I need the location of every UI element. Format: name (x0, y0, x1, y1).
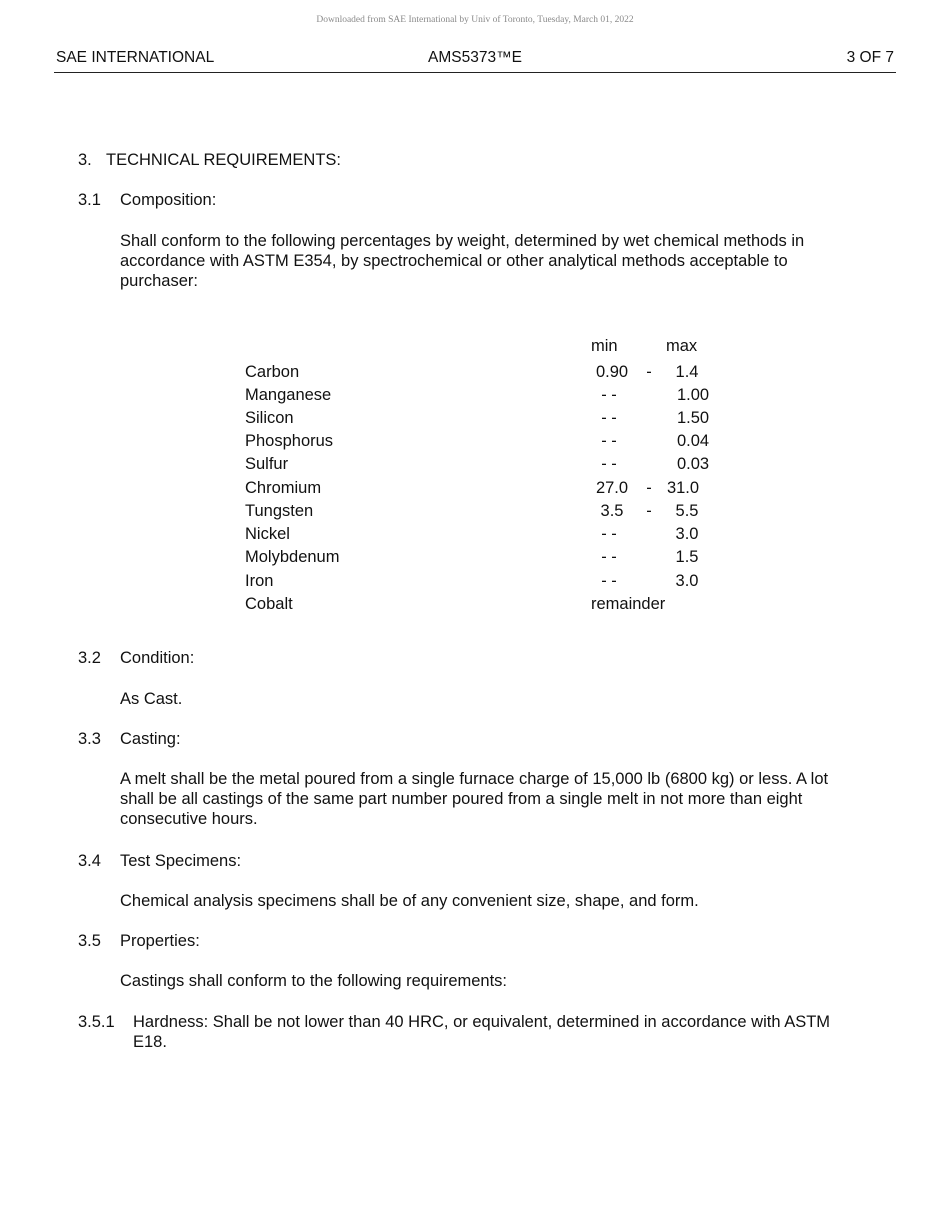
row-max: 0.04 (676, 432, 710, 450)
row-remainder: remainder (591, 595, 666, 613)
row-min: - - (601, 455, 617, 473)
section-3-3-title: Casting: (120, 730, 181, 748)
row-max: 0.03 (676, 455, 710, 473)
section-3-number: 3. (78, 151, 92, 169)
row-max: 1.50 (676, 409, 710, 427)
section-3-1-body: Shall conform to the following percentages by weight, determined by wet chemical methods in accordance with ASTM E354, by spectrochemical or other analytical methods acceptable to purchaser: (120, 232, 805, 290)
row-element: Cobalt (245, 595, 293, 613)
row-element: Phosphorus (245, 432, 334, 450)
section-3-4-body: Chemical analysis specimens shall be of any convenient size, shape, and form. (120, 892, 699, 910)
section-3-2-title: Condition: (120, 649, 195, 667)
row-element: Sulfur (245, 455, 289, 473)
row-dash: - (646, 502, 652, 520)
row-min: 27.0 (595, 479, 629, 497)
row-max: 1.4 (675, 363, 699, 381)
header-page-number: 3 OF 7 (846, 49, 894, 66)
row-dash: - (646, 363, 652, 381)
row-element: Carbon (245, 363, 300, 381)
row-element: Tungsten (245, 502, 314, 520)
row-min: - - (601, 432, 617, 450)
row-max: 1.5 (675, 548, 699, 566)
section-3-4-title: Test Specimens: (120, 852, 242, 870)
section-3-3-number: 3.3 (78, 730, 101, 748)
row-min: - - (601, 548, 617, 566)
header-doc-id: AMS5373™E (428, 49, 522, 66)
row-max: 1.00 (676, 386, 710, 404)
section-3-5-title: Properties: (120, 932, 200, 950)
row-min: - - (601, 572, 617, 590)
header-org: SAE INTERNATIONAL (56, 49, 215, 66)
row-element: Manganese (245, 386, 332, 404)
section-3-3-body: A melt shall be the metal poured from a single furnace charge of 15,000 lb (6800 kg) or less. A lot shall be all castings of the same part number poured from a single melt in not more than eight consecutive hours. (120, 770, 829, 828)
row-element: Chromium (245, 479, 322, 497)
row-max: 3.0 (675, 525, 699, 543)
section-3-1-number: 3.1 (78, 191, 101, 209)
col-header-min: min (591, 337, 618, 355)
row-element: Nickel (245, 525, 290, 543)
row-max: 5.5 (675, 502, 699, 520)
header-rule (54, 72, 896, 73)
row-max: 3.0 (675, 572, 699, 590)
section-3-2-number: 3.2 (78, 649, 101, 667)
row-min: - - (601, 386, 617, 404)
section-3-1-title: Composition: (120, 191, 217, 209)
row-element: Molybdenum (245, 548, 340, 566)
row-min: - - (601, 525, 617, 543)
section-3-4-number: 3.4 (78, 852, 101, 870)
section-3-5-body: Castings shall conform to the following requirements: (120, 972, 508, 990)
section-3-5-1-number: 3.5.1 (78, 1013, 115, 1031)
section-3-title: TECHNICAL REQUIREMENTS: (106, 151, 341, 169)
section-3-5-number: 3.5 (78, 932, 101, 950)
row-max: 31.0 (666, 479, 700, 497)
row-element: Silicon (245, 409, 294, 427)
row-element: Iron (245, 572, 274, 590)
col-header-max: max (666, 337, 698, 355)
download-watermark: Downloaded from SAE International by Univ of Toronto, Tuesday, March 01, 2022 (316, 15, 634, 25)
section-3-5-1-body: Hardness: Shall be not lower than 40 HRC, or equivalent, determined in accordance with ASTM E18. (133, 1013, 831, 1051)
row-min: 3.5 (600, 502, 624, 520)
row-min: - - (601, 409, 617, 427)
row-dash: - (646, 479, 652, 497)
row-min: 0.90 (595, 363, 629, 381)
section-3-2-body: As Cast. (120, 690, 183, 708)
